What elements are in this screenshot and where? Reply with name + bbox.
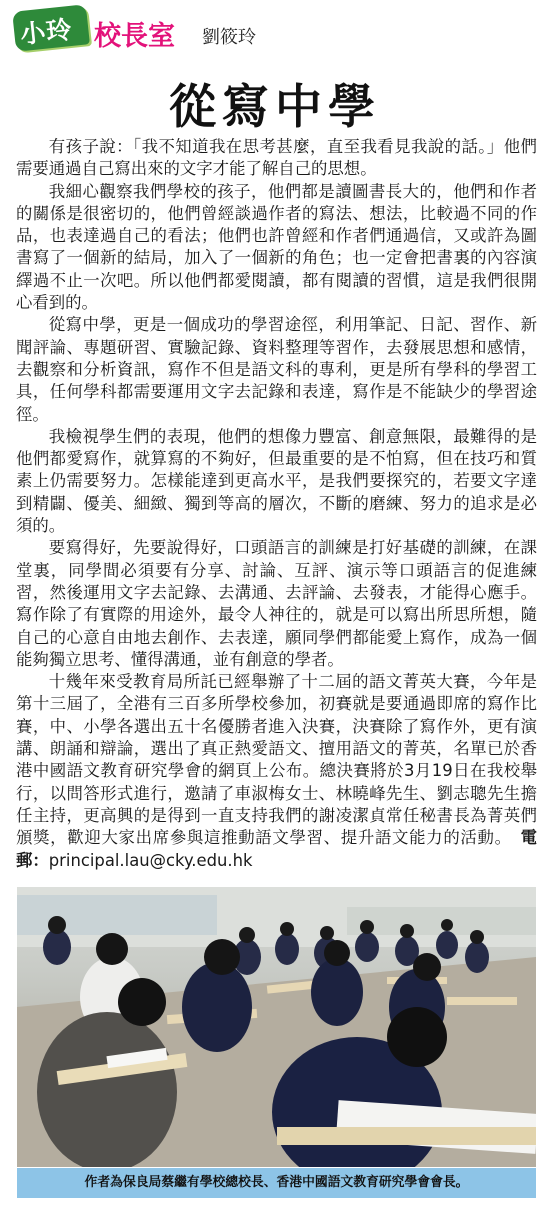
paragraph: 要寫得好，先要說得好，口頭語言的訓練是打好基礎的訓練，在課堂裏，同學間必須要有分享、討論、互評、演示等口頭語言的促進練習，然後運用文字去記錄、去溝通、去評論、去發表，才能得心應手。寫作除了有實際的用途外，最令人神往的，就是可以寫出所思所想，隨自己的心意自由地去創作、去表達，願同學們都能愛上寫作，成為一個能夠獨立思考、懂得溝通，並有創意的學者。 bbox=[16, 538, 537, 669]
article-body bbox=[16, 136, 537, 872]
column-logo-text: 小玲 bbox=[19, 14, 74, 50]
email-address[interactable]: principal.lau@cky.edu.hk bbox=[48, 850, 253, 870]
photo-illustration bbox=[17, 887, 536, 1167]
article-title: 從寫中學 bbox=[169, 80, 381, 135]
author-name: 劉筱玲 bbox=[202, 27, 256, 48]
photo-caption: 作者為保良局蔡繼有學校總校長、香港中國語文教育研究學會會長。 bbox=[17, 1168, 536, 1198]
column-name: 校長室 bbox=[94, 21, 175, 52]
paragraph: 從寫中學，更是一個成功的學習途徑，利用筆記、日記、習作、新聞評論、專題研習、實驗記錄、資料整理等習作，去發展思想和感情，去觀察和分析資訊，寫作不但是語文科的專利，更是所有學科的學習工具，任何學科都需要運用文字去記錄和表達，寫作是不能缺少的學習途徑。 bbox=[16, 315, 537, 424]
column-logo-badge bbox=[12, 4, 90, 52]
column-masthead bbox=[14, 6, 344, 52]
paragraph-last bbox=[16, 671, 537, 872]
paragraph: 我檢視學生們的表現，他們的想像力豐富、創意無限，最難得的是他們都愛寫作，就算寫的不夠好，但最重要的是不怕寫，但在技巧和質素上仍需要努力。怎樣能達到更高水平，是我們要探究的，若要文字達到精闢、優美、細緻、獨到等高的層次，不斷的磨練、努力的追求是必須的。 bbox=[16, 426, 537, 536]
exam-hall-photo bbox=[17, 887, 536, 1167]
paragraph-text: 十幾年來受教育局所託已經舉辦了十二屆的語文菁英大賽，今年是第十三屆了，全港有三百多所學校參加，初賽就是要通過即席的寫作比賽，中、小學各選出五十名優勝者進入決賽，決賽除了寫作外，更有演講、朗誦和辯論，選出了真正熱愛語文、擅用語文的菁英，名單已於香港中國語文教育研究學會的網頁上公布。總決賽將於3月19日在我校舉行，以問答形式進行，邀請了車淑梅女士、林曉峰先生、劉志聰先生擔任主持，更高興的是得到一直支持我們的謝凌潔貞常任秘書長為菁英們頒獎，歡迎大家出席參與這推動語文學習、提升語文能力的活動。 bbox=[16, 672, 537, 848]
email-label: 電郵： bbox=[16, 828, 537, 870]
paragraph: 有孩子說：「我不知道我在思考甚麼，直至我看見我說的話。」他們需要通過自己寫出來的文字才能了解自己的思想。 bbox=[16, 137, 537, 179]
paragraph: 我細心觀察我們學校的孩子，他們都是讀圖書長大的，他們和作者的關係是很密切的，他們曾經談過作者的寫法、想法，比較過不同的作品，也表達過自己的看法；他們也許曾經和作者們通過信，又或許為圖書寫了一個新的結局，加入了一個新的角色；也一定會把書裏的內容演繹過不止一次吧。所以他們都愛閱讀，都有閱讀的習慣，這是我們很開心看到的。 bbox=[16, 181, 537, 313]
